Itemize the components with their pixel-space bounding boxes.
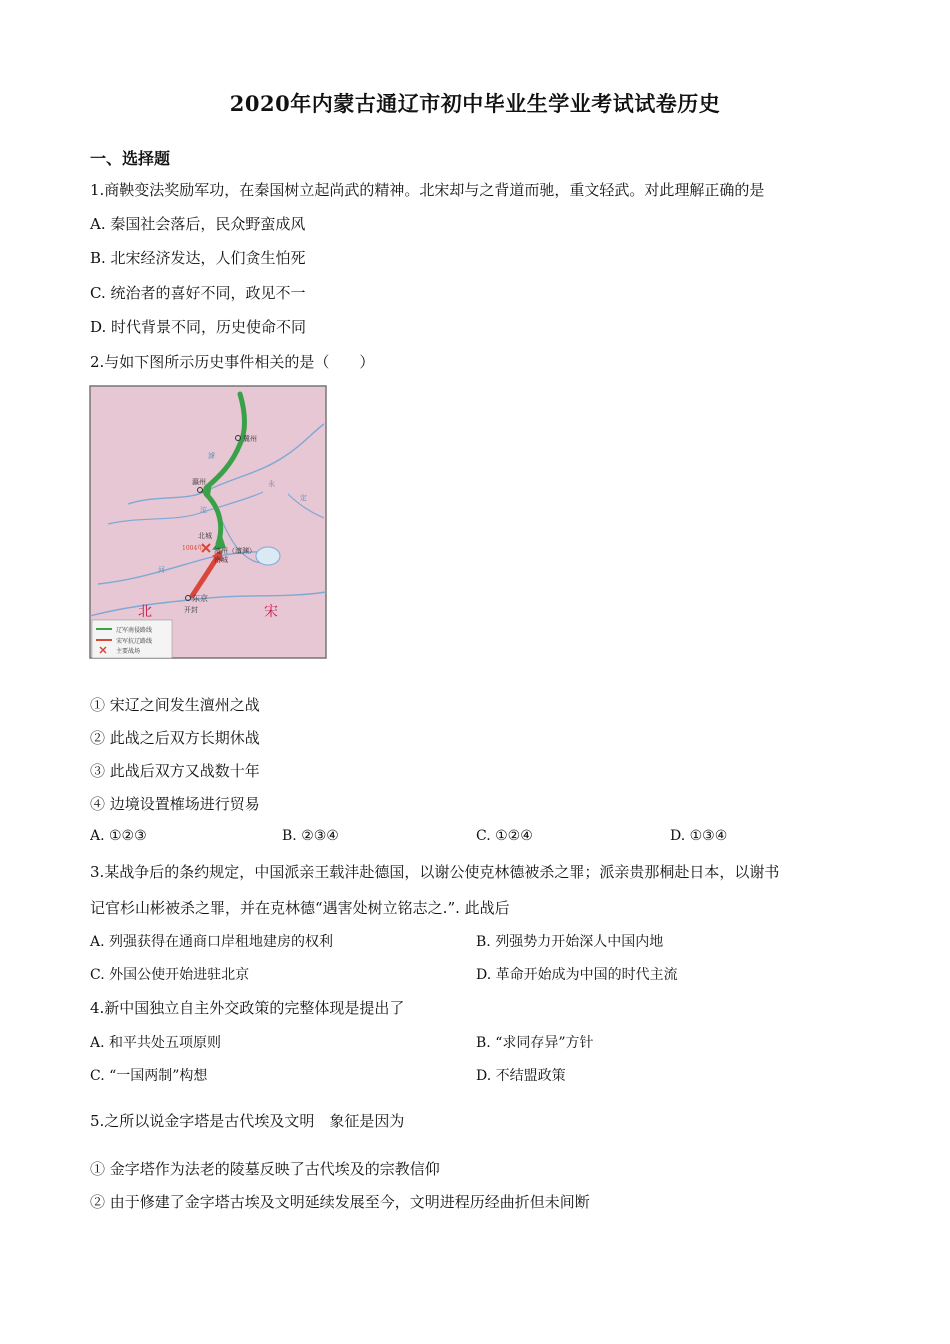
q4-option-b: B. “求同存异”方针 (476, 1035, 594, 1051)
map-label-dongjing: 东京 (192, 594, 208, 603)
q2-option-b: B. ②③④ (282, 828, 339, 844)
q2-item-3: ③ 此战后双方又战数十年 (90, 762, 260, 780)
q3-option-c: C. 外国公使开始进驻北京 (90, 967, 250, 983)
map-label-nancheng: 南城 (214, 556, 228, 564)
map-figure (88, 384, 328, 660)
map-label-river: 定 (300, 494, 307, 502)
q1-option-c: C. 统治者的喜好不同，政见不一 (90, 284, 306, 302)
q3-stem-line-2: 记官杉山彬被杀之罪，并在克林德“遇害处树立铭志之.”. 此战后 (90, 899, 510, 917)
map-label-kaifeng: 开封 (184, 606, 198, 614)
legend-battle-label: 主要战场 (116, 648, 141, 655)
q3-option-a: A. 列强获得在通商口岸租地建房的权利 (90, 934, 334, 950)
legend-song-label: 宋军抗辽路线 (116, 638, 153, 645)
q3-option-b: B. 列强势力开始深人中国内地 (476, 934, 664, 950)
q1-option-d: D. 时代背景不同，历史使命不同 (90, 318, 307, 336)
page-title: 2020年内蒙古通辽市初中毕业生学业考试试卷历史 (229, 91, 721, 116)
q4-option-c: C. “一国两制”构想 (90, 1068, 208, 1084)
map-label-region: 北 (138, 604, 152, 620)
q2-stem: 2.与如下图所示历史事件相关的是（ ） (90, 353, 375, 371)
q4-option-d: D. 不结盟政策 (476, 1068, 566, 1084)
map-background (90, 386, 326, 658)
q5-item-1: ① 金字塔作为法老的陵墓反映了古代埃及的宗教信仰 (90, 1160, 440, 1178)
map-label-chanzhou: 澶州（澶渊） (214, 547, 256, 555)
q1-stem: 1.商鞅变法奖励军功，在秦国树立起尚武的精神。北宋却与之背道而驰，重文轻武。对此理解正确的是 (90, 181, 765, 199)
q2-option-a: A. ①②③ (90, 828, 147, 844)
section-heading: 一、选择题 (90, 149, 171, 168)
map-label-region: 宋 (264, 604, 278, 620)
q2-item-1: ① 宋辽之间发生澶州之战 (90, 696, 260, 714)
q2-item-4: ④ 边境设置榷场进行贸易 (90, 795, 260, 813)
map-label-beicheng: 北城 (198, 532, 212, 540)
map-label-jizhou: 冀州 (243, 435, 257, 443)
map-label-yingzhou: 瀛州 (192, 478, 206, 486)
q1-option-a: A. 秦国社会落后，民众野蛮成风 (90, 215, 306, 233)
map-label-river: 河 (158, 566, 165, 574)
legend-liao-label: 辽军南侵路线 (116, 627, 153, 634)
map-label-river: 滹 (208, 452, 215, 460)
q1-option-b: B. 北宋经济发达，人们贪生怕死 (90, 249, 306, 267)
map-label-river: 沱 (200, 506, 207, 514)
q5-stem: 5.之所以说金字塔是古代埃及文明 象征是因为 (90, 1112, 405, 1130)
lake-shape (256, 547, 280, 565)
map-label-year: 1004年 (182, 545, 204, 552)
q2-option-c: C. ①②④ (476, 828, 533, 844)
q2-option-d: D. ①③④ (670, 828, 728, 844)
q2-item-2: ② 此战之后双方长期休战 (90, 729, 260, 747)
map-label-river: 永 (268, 480, 275, 488)
q3-stem-line-1: 3.某战争后的条约规定，中国派亲王载沣赴德国，以谢公使克林德被杀之罪；派亲贵那桐赴日本，以谢书 (90, 863, 780, 881)
q4-stem: 4.新中国独立自主外交政策的完整体现是提出了 (90, 999, 405, 1017)
q5-item-2: ② 由于修建了金字塔古埃及文明延续发展至今，文明进程历经曲折但未间断 (90, 1193, 590, 1211)
q4-option-a: A. 和平共处五项原则 (90, 1035, 222, 1051)
q3-option-d: D. 革命开始成为中国的时代主流 (476, 967, 678, 983)
